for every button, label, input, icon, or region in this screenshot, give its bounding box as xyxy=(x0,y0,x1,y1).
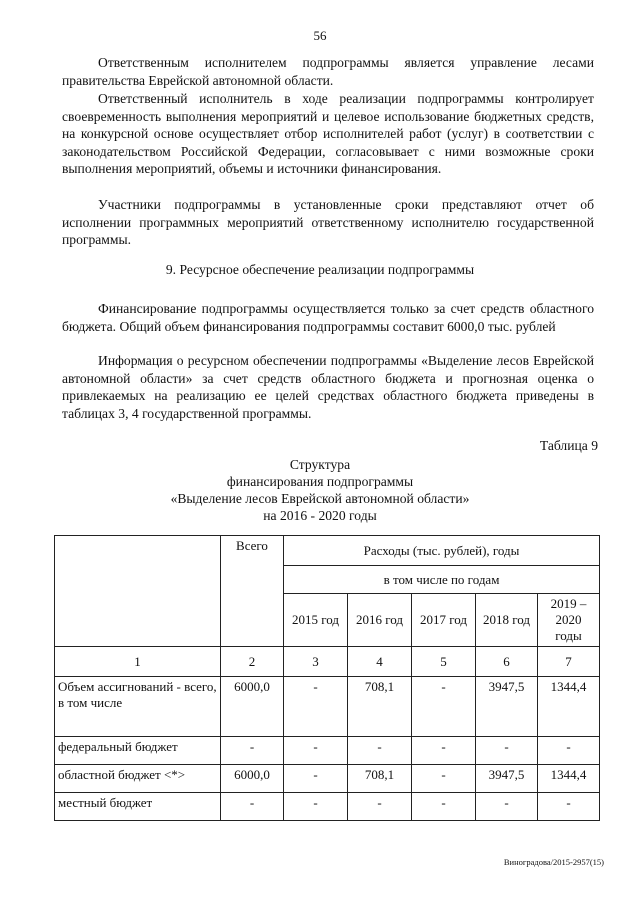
cell-value: - xyxy=(412,793,476,821)
table-header-row xyxy=(55,536,600,566)
column-number: 6 xyxy=(476,647,538,677)
cell-value: 1344,4 xyxy=(538,765,600,793)
cell-total: - xyxy=(221,737,284,765)
section-heading: 9. Ресурсное обеспечение реализации подпрограммы xyxy=(165,262,475,277)
column-number-row xyxy=(55,647,600,677)
table-row xyxy=(55,793,600,821)
table-title xyxy=(0,456,640,524)
paragraph-participants-report: Участники подпрограммы в установленные сроки представляют отчет об исполнении программных мероприятий ответственному исполнителю государственной программы. xyxy=(62,197,594,248)
cell-value: 708,1 xyxy=(348,765,412,793)
table-label: Таблица 9 xyxy=(539,438,598,453)
cell-value: - xyxy=(284,737,348,765)
paragraph-financing: Финансирование подпрограммы осуществляется только за счет средств областного бюджета. Общий объем финансирования подпрограммы составит 6000,0 тыс. рублей xyxy=(62,301,594,334)
cell-value: 708,1 xyxy=(348,677,412,737)
table-title-line: на 2016 - 2020 годы xyxy=(263,508,377,523)
header-year: 2015 год xyxy=(284,594,348,647)
header-expenses: Расходы (тыс. рублей), годы xyxy=(284,536,600,566)
header-year: 2016 год xyxy=(348,594,412,647)
header-incl: в том числе по годам xyxy=(284,566,600,594)
cell-value: - xyxy=(348,737,412,765)
column-number: 3 xyxy=(284,647,348,677)
header-year: 2018 год xyxy=(476,594,538,647)
paragraph-executor-duties: Ответственный исполнитель в ходе реализации подпрограммы контролирует своевременность выполнения мероприятий и целевое использование бюджетных средств, на конкурсной основе осуществляет отбор исполнителей работ (услуг) в соответствии с законодательством Российской Федерации, согласовывает с ними возможные сроки выполнения мероприятий, объемы и источники финансирования. xyxy=(62,91,594,177)
cell-value: 1344,4 xyxy=(538,677,600,737)
row-label: местный бюджет xyxy=(55,793,221,821)
header-year: 2017 год xyxy=(412,594,476,647)
cell-value: - xyxy=(348,793,412,821)
cell-value: - xyxy=(538,737,600,765)
table-title-line: финансирования подпрограммы xyxy=(226,474,414,489)
cell-value: - xyxy=(412,737,476,765)
row-label: Объем ассигнований - всего, в том числе xyxy=(55,677,221,737)
column-number: 5 xyxy=(412,647,476,677)
cell-value: - xyxy=(284,765,348,793)
header-total: Всего xyxy=(221,536,284,647)
cell-value: - xyxy=(476,737,538,765)
cell-value: - xyxy=(284,677,348,737)
column-number: 4 xyxy=(348,647,412,677)
cell-total: 6000,0 xyxy=(221,677,284,737)
cell-value: 3947,5 xyxy=(476,765,538,793)
row-label: федеральный бюджет xyxy=(55,737,221,765)
column-number: 2 xyxy=(221,647,284,677)
table-row xyxy=(55,737,600,765)
cell-value: - xyxy=(412,765,476,793)
cell-total: - xyxy=(221,793,284,821)
table-row xyxy=(55,677,600,737)
table-row xyxy=(55,765,600,793)
page-number: 56 xyxy=(313,28,327,43)
footer-code: Виноградова/2015-2957(15) xyxy=(503,857,604,867)
paragraph-resource-info: Информация о ресурсном обеспечении подпрограммы «Выделение лесов Еврейской автономной области» за счет средств областного бюджета и прогнозная оценка о привлекаемых на реализацию ее целей средствах областного бюджета приведены в таблицах 3, 4 государственной программы. xyxy=(62,353,594,421)
cell-total: 6000,0 xyxy=(221,765,284,793)
cell-value: - xyxy=(412,677,476,737)
header-year: 2019 – 2020 годы xyxy=(538,594,600,647)
cell-value: 3947,5 xyxy=(476,677,538,737)
paragraph-responsible-executor: Ответственным исполнителем подпрограммы является управление лесами правительства Еврейской автономной области. xyxy=(62,55,594,88)
table-title-line: Структура xyxy=(289,457,351,472)
financing-table xyxy=(54,535,600,821)
row-label: областной бюджет <*> xyxy=(55,765,221,793)
cell-value: - xyxy=(284,793,348,821)
cell-value: - xyxy=(476,793,538,821)
cell-value: - xyxy=(538,793,600,821)
column-number: 7 xyxy=(538,647,600,677)
header-blank-cell xyxy=(55,536,221,647)
column-number: 1 xyxy=(55,647,221,677)
table-title-line: «Выделение лесов Еврейской автономной области» xyxy=(170,491,470,506)
